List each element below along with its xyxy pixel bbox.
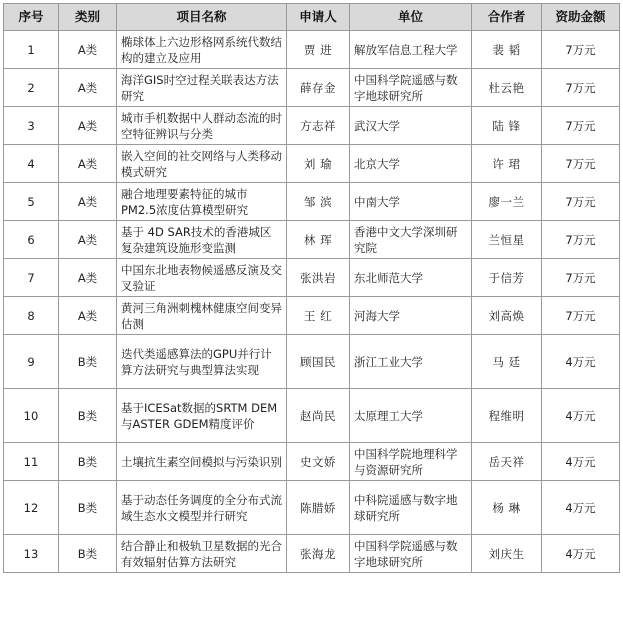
- cell-project: 嵌入空间的社交网络与人类移动模式研究: [117, 145, 287, 183]
- table-row: [4, 183, 620, 221]
- cell-project: 结合静止和极轨卫星数据的光合有效辐射估算方法研究: [117, 535, 287, 573]
- cell-unit: 中国科学院地理科学与资源研究所: [350, 443, 472, 481]
- cell-amount: 4万元: [542, 481, 620, 535]
- cell-no: 4: [4, 145, 59, 183]
- header-row: [4, 4, 620, 31]
- table-row: [4, 535, 620, 573]
- cell-applicant: 方志祥: [287, 107, 350, 145]
- cell-category: A类: [59, 183, 117, 221]
- cell-partner: 刘庆生: [472, 535, 542, 573]
- cell-project: 土壤抗生素空间模拟与污染识别: [117, 443, 287, 481]
- cell-partner: 兰恒星: [472, 221, 542, 259]
- cell-project: 基于 4D SAR技术的香港城区复杂建筑设施形变监测: [117, 221, 287, 259]
- cell-unit: 河海大学: [350, 297, 472, 335]
- cell-applicant: 邹 滨: [287, 183, 350, 221]
- cell-category: A类: [59, 69, 117, 107]
- cell-amount: 7万元: [542, 183, 620, 221]
- cell-applicant: 陈腊娇: [287, 481, 350, 535]
- cell-partner: 杜云艳: [472, 69, 542, 107]
- cell-category: A类: [59, 31, 117, 69]
- cell-category: A类: [59, 107, 117, 145]
- cell-project: 椭球体上六边形格网系统代数结构的建立及应用: [117, 31, 287, 69]
- cell-applicant: 史文娇: [287, 443, 350, 481]
- header-applicant: 申请人: [287, 4, 350, 31]
- cell-applicant: 林 珲: [287, 221, 350, 259]
- cell-partner: 陆 锋: [472, 107, 542, 145]
- cell-amount: 7万元: [542, 31, 620, 69]
- cell-category: B类: [59, 481, 117, 535]
- cell-applicant: 贾 进: [287, 31, 350, 69]
- cell-category: B类: [59, 443, 117, 481]
- cell-unit: 太原理工大学: [350, 389, 472, 443]
- header-no: 序号: [4, 4, 59, 31]
- cell-no: 7: [4, 259, 59, 297]
- table-row: [4, 69, 620, 107]
- cell-unit: 北京大学: [350, 145, 472, 183]
- cell-project: 基于ICESat数据的SRTM DEM与ASTER GDEM精度评价: [117, 389, 287, 443]
- table-row: [4, 259, 620, 297]
- cell-partner: 杨 琳: [472, 481, 542, 535]
- cell-amount: 4万元: [542, 335, 620, 389]
- cell-amount: 7万元: [542, 107, 620, 145]
- cell-project: 融合地理要素特征的城市PM2.5浓度估算模型研究: [117, 183, 287, 221]
- table-row: [4, 221, 620, 259]
- table-row: [4, 31, 620, 69]
- table-row: [4, 145, 620, 183]
- cell-applicant: 张海龙: [287, 535, 350, 573]
- cell-project: 迭代类遥感算法的GPU并行计算方法研究与典型算法实现: [117, 335, 287, 389]
- cell-applicant: 顾国民: [287, 335, 350, 389]
- cell-project: 中国东北地表物候遥感反演及交叉验证: [117, 259, 287, 297]
- cell-project: 海洋GIS时空过程关联表达方法研究: [117, 69, 287, 107]
- cell-partner: 岳天祥: [472, 443, 542, 481]
- cell-unit: 浙江工业大学: [350, 335, 472, 389]
- table-row: [4, 443, 620, 481]
- cell-amount: 7万元: [542, 259, 620, 297]
- table-row: [4, 107, 620, 145]
- cell-category: B类: [59, 335, 117, 389]
- cell-no: 11: [4, 443, 59, 481]
- cell-category: A类: [59, 259, 117, 297]
- cell-partner: 廖一兰: [472, 183, 542, 221]
- table-row: [4, 335, 620, 389]
- cell-unit: 中科院遥感与数字地球研究所: [350, 481, 472, 535]
- table-row: [4, 389, 620, 443]
- cell-unit: 中南大学: [350, 183, 472, 221]
- cell-no: 2: [4, 69, 59, 107]
- header-category: 类别: [59, 4, 117, 31]
- cell-no: 13: [4, 535, 59, 573]
- cell-category: B类: [59, 389, 117, 443]
- cell-applicant: 刘 瑜: [287, 145, 350, 183]
- cell-applicant: 张洪岩: [287, 259, 350, 297]
- cell-category: A类: [59, 145, 117, 183]
- cell-unit: 中国科学院遥感与数字地球研究所: [350, 69, 472, 107]
- cell-category: A类: [59, 221, 117, 259]
- cell-amount: 7万元: [542, 145, 620, 183]
- cell-no: 10: [4, 389, 59, 443]
- cell-no: 12: [4, 481, 59, 535]
- cell-applicant: 薛存金: [287, 69, 350, 107]
- cell-project: 黄河三角洲刺槐林健康空间变异估测: [117, 297, 287, 335]
- cell-partner: 刘高焕: [472, 297, 542, 335]
- cell-project: 基于动态任务调度的全分布式流域生态水文模型并行研究: [117, 481, 287, 535]
- cell-partner: 许 珺: [472, 145, 542, 183]
- cell-amount: 7万元: [542, 297, 620, 335]
- cell-partner: 于信芳: [472, 259, 542, 297]
- cell-no: 9: [4, 335, 59, 389]
- table-row: [4, 297, 620, 335]
- cell-no: 6: [4, 221, 59, 259]
- cell-no: 8: [4, 297, 59, 335]
- cell-amount: 4万元: [542, 443, 620, 481]
- cell-no: 1: [4, 31, 59, 69]
- cell-unit: 武汉大学: [350, 107, 472, 145]
- cell-amount: 7万元: [542, 69, 620, 107]
- cell-category: B类: [59, 535, 117, 573]
- cell-amount: 7万元: [542, 221, 620, 259]
- grant-table: [3, 3, 620, 573]
- cell-category: A类: [59, 297, 117, 335]
- cell-applicant: 赵尚民: [287, 389, 350, 443]
- cell-no: 3: [4, 107, 59, 145]
- cell-no: 5: [4, 183, 59, 221]
- cell-unit: 解放军信息工程大学: [350, 31, 472, 69]
- cell-partner: 马 廷: [472, 335, 542, 389]
- cell-applicant: 王 红: [287, 297, 350, 335]
- cell-project: 城市手机数据中人群动态流的时空特征辨识与分类: [117, 107, 287, 145]
- cell-amount: 4万元: [542, 535, 620, 573]
- cell-partner: 程维明: [472, 389, 542, 443]
- cell-unit: 中国科学院遥感与数字地球研究所: [350, 535, 472, 573]
- header-partner: 合作者: [472, 4, 542, 31]
- cell-unit: 东北师范大学: [350, 259, 472, 297]
- cell-unit: 香港中文大学深圳研究院: [350, 221, 472, 259]
- cell-amount: 4万元: [542, 389, 620, 443]
- header-unit: 单位: [350, 4, 472, 31]
- header-project: 项目名称: [117, 4, 287, 31]
- table-row: [4, 481, 620, 535]
- cell-partner: 裴 韬: [472, 31, 542, 69]
- header-amount: 资助金额: [542, 4, 620, 31]
